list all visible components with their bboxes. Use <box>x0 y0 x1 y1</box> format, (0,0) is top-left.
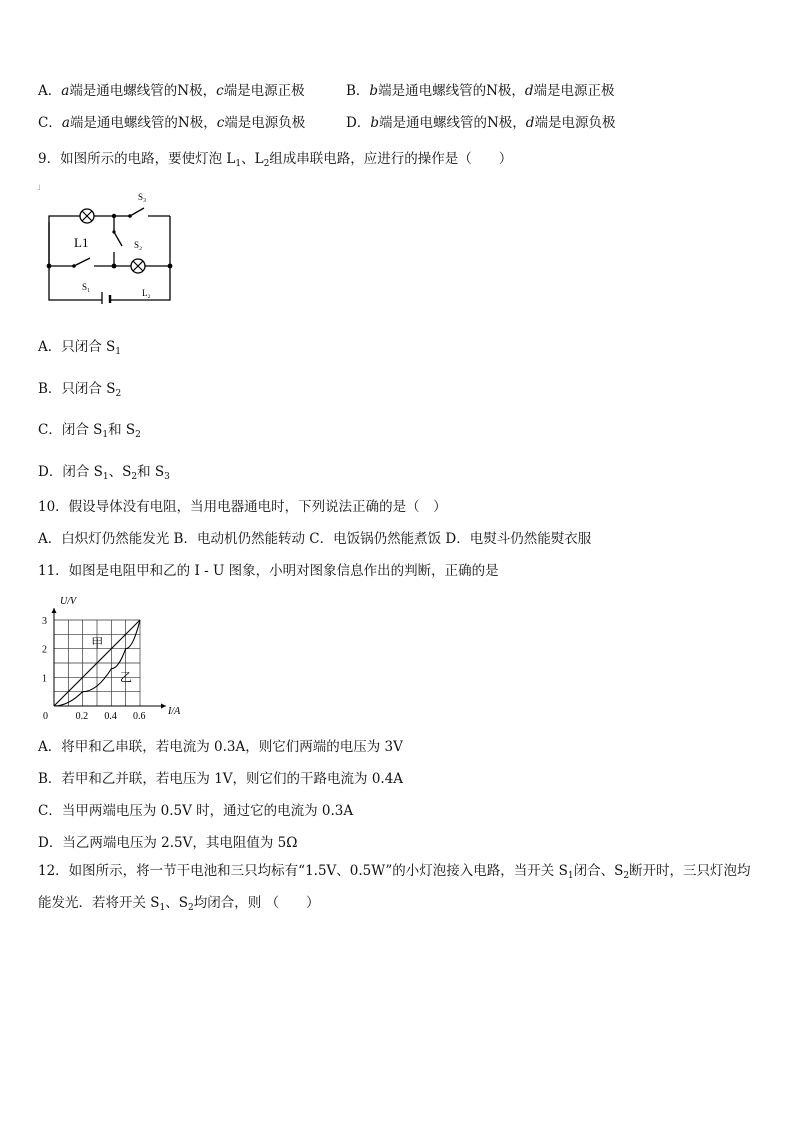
option-label: C． <box>38 115 62 131</box>
subscript: 2 <box>135 430 141 440</box>
var: a <box>61 115 70 131</box>
q8-option-b <box>346 82 615 100</box>
var: a <box>61 83 70 99</box>
subscript: 3 <box>164 472 170 482</box>
q10-stem: 10．假设导体没有电阻，当用电器通电时，下列说法正确的是（ ） <box>38 499 447 515</box>
q9-option-d <box>38 463 170 481</box>
option-text: 、S <box>108 464 132 480</box>
q11-option-d: D．当乙两端电压为 2.5V，其电阻值为 5Ω <box>38 835 298 851</box>
series-label-yi: 乙 <box>119 670 132 685</box>
q8-option-c <box>38 114 305 132</box>
q8-option-d <box>346 114 615 132</box>
y-tick-label: 2 <box>42 644 47 656</box>
label-S3: S₃ <box>138 192 147 202</box>
var: d <box>524 83 534 99</box>
q12-line-1 <box>38 862 751 880</box>
q11-stem: 11．如图是电阻甲和乙的 I - U 图象，小明对图象信息作出的判断，正确的是 <box>38 563 499 579</box>
x-axis-label: I/A <box>168 706 181 717</box>
subscript: 2 <box>131 472 138 482</box>
label-L2: L₂ <box>142 288 151 298</box>
subscript: 2 <box>115 389 122 399</box>
series-label-jia: 甲 <box>91 636 104 651</box>
option-text: 端是通电螺线管的N极， <box>69 115 217 131</box>
stem-text: 组成串联电路，应进行的操作是（ ） <box>269 151 513 167</box>
q9-option-a <box>38 338 121 356</box>
subscript: 1 <box>115 347 122 357</box>
q11-option-a: A．将甲和乙串联，若电流为 0.3A，则它们两端的电压为 3V <box>38 739 403 755</box>
q10-options: A．白炽灯仍然能发光 B．电动机仍然能转动 C．电饭锅仍然能煮饭 D．电熨斗仍然能熨衣服 <box>38 531 592 547</box>
stem-text: 12．如图所示，将一节干电池和三只均标有“1.5V、0.5W”的小灯泡接入电路，当开关 S <box>38 863 568 879</box>
option-text: 端是通电螺线管的N极， <box>378 115 526 131</box>
x-tick-label: 0.6 <box>133 711 146 722</box>
q9-option-b <box>38 380 121 398</box>
var: b <box>369 83 379 99</box>
y-tick-label: 1 <box>42 673 47 685</box>
option-text: 端是电源正极 <box>223 83 305 99</box>
iu-chart <box>36 590 186 724</box>
subscript: 1 <box>567 871 574 881</box>
y-tick-label: 3 <box>42 616 47 627</box>
stem-text: 能发光．若将开关 S <box>38 895 160 911</box>
x-tick-label: 0.2 <box>75 711 89 722</box>
option-label: A． <box>38 83 62 99</box>
x-axis-arrow <box>161 704 166 709</box>
option-text: 端是电源正极 <box>533 83 615 99</box>
option-text: 端是通电螺线管的N极， <box>378 83 525 99</box>
lamp-L2-icon <box>131 259 145 273</box>
subscript: 1 <box>235 159 242 169</box>
subscript: 2 <box>188 903 194 913</box>
stem-text: 均闭合，则 （ ） <box>193 895 320 911</box>
subscript: 1 <box>102 472 109 482</box>
q9-option-c <box>38 421 141 439</box>
q8-option-a <box>38 82 305 100</box>
y-axis-label: U/V <box>60 596 77 607</box>
q11-option-c: C．当甲两端电压为 0.5V 时，通过它的电流为 0.3A <box>38 803 354 819</box>
circuit-diagram-q9 <box>44 188 180 304</box>
option-text: 端是电源负极 <box>534 115 616 131</box>
option-text: C．闭合 S <box>38 422 103 438</box>
q12-line-2 <box>38 894 320 912</box>
corner-mark: 」 <box>37 182 45 191</box>
stem-text: 、S <box>165 895 189 911</box>
stem-text: 、L <box>241 151 264 167</box>
option-text: B．只闭合 S <box>38 381 116 397</box>
stem-text: 9．如图所示的电路，要使灯泡 L <box>38 151 236 167</box>
option-text: 端是通电螺线管的N极， <box>69 83 217 99</box>
option-text: A．只闭合 S <box>38 339 116 355</box>
option-text: D．闭合 S <box>38 464 103 480</box>
option-label: D． <box>346 115 371 131</box>
var: c <box>216 115 225 131</box>
lamp-L1-icon <box>80 209 94 223</box>
x-tick-label: 0.4 <box>104 711 117 722</box>
option-text: 和 S <box>137 464 165 480</box>
stem-text: 断开时，三只灯泡均 <box>629 863 751 879</box>
subscript: 2 <box>623 871 630 881</box>
stem-text: 闭合、S <box>573 863 624 879</box>
subscript: 1 <box>102 430 109 440</box>
subscript: 1 <box>159 903 166 913</box>
label-S1: S₁ <box>82 282 91 292</box>
var: b <box>370 115 379 131</box>
q9-stem <box>38 150 512 168</box>
origin-label: 0 <box>43 711 48 722</box>
label-S2: S₂ <box>134 240 143 250</box>
option-text: 和 S <box>108 422 136 438</box>
var: d <box>525 115 535 131</box>
q11-option-b: B．若甲和乙并联，若电压为 1V，则它们的干路电流为 0.4A <box>38 771 404 787</box>
y-axis-arrow <box>52 608 57 613</box>
subscript: 2 <box>263 159 270 169</box>
option-text: 端是电源负极 <box>224 115 306 131</box>
option-label: B． <box>346 83 370 99</box>
label-L1: L1 <box>74 235 89 250</box>
var: c <box>216 83 224 99</box>
